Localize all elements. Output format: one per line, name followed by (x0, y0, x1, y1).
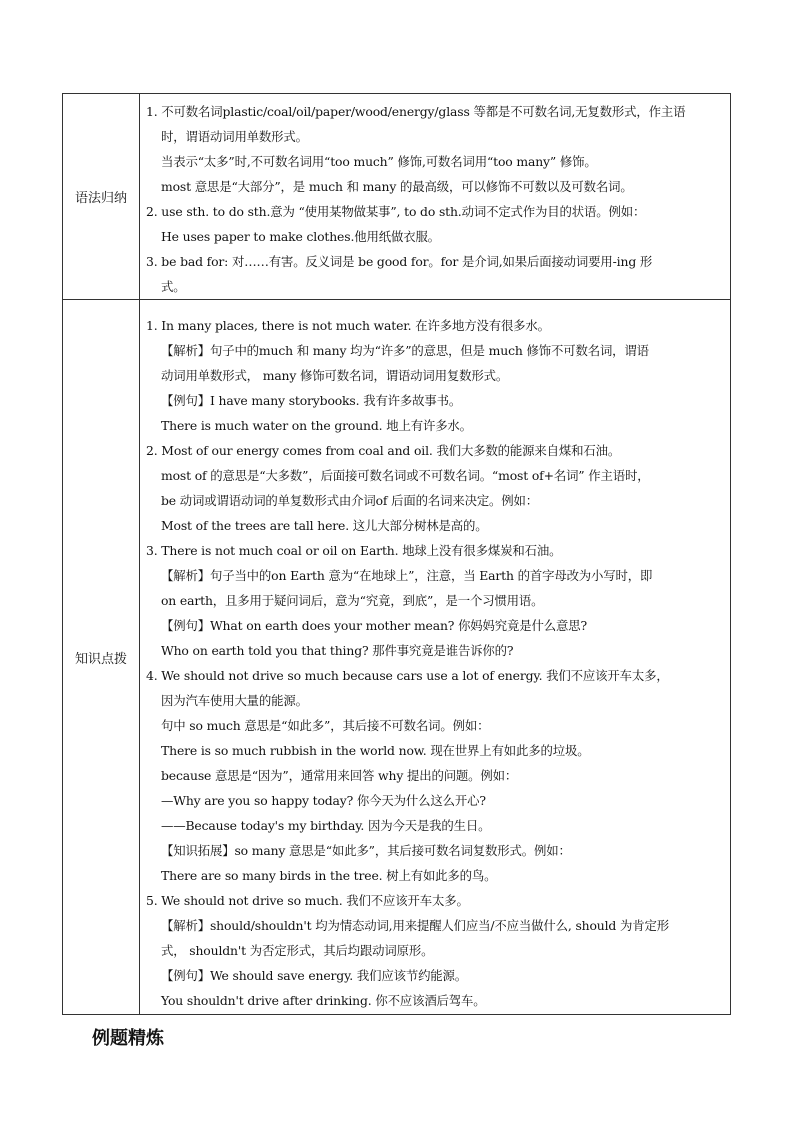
text-line: 当表示“太多”时,不可数名词用“too much” 修饰,可数名词用“too many” 修饰。 (161, 154, 597, 169)
row-label: 语法归纳 (63, 94, 140, 300)
text-line: 【例句】I have many storybooks. 我有许多故事书。 (161, 393, 462, 408)
text-line: 因为汽车使用大量的能源。 (161, 693, 308, 708)
table-row-knowledge (63, 300, 731, 1015)
text-line: 1. In many places, there is not much water. 在许多地方没有很多水。 (146, 318, 550, 333)
content-table (62, 93, 731, 1015)
text-line: There are so many birds in the tree. 树上有如此多的鸟。 (161, 868, 497, 883)
text-line: 式。 (161, 279, 186, 294)
text-line: 2. Most of our energy comes from coal and oil. 我们大多数的能源来自煤和石油。 (146, 443, 621, 458)
text-line: 1. 不可数名词plastic/coal/oil/paper/wood/energy/glass 等都是不可数名词,无复数形式，作主语 (146, 104, 686, 119)
row-content (140, 300, 731, 1015)
text-line: 句中 so much 意思是“如此多”，其后接不可数名词。例如： (161, 718, 490, 733)
text-line: 式， shouldn't 为否定形式，其后均跟动词原形。 (161, 943, 434, 958)
text-line: 4. We should not drive so much because cars use a lot of energy. 我们不应该开车太多， (146, 668, 669, 683)
text-line: 【解析】句子中的much 和 many 均为“许多”的意思，但是 much 修饰不可数名词，谓语 (161, 343, 649, 358)
text-line: 【例句】What on earth does your mother mean? 你妈妈究竟是什么意思? (161, 618, 587, 633)
row-label: 知识点拨 (63, 300, 140, 1015)
text-line: 【解析】should/shouldn't 均为情态动词,用来提醒人们应当/不应当做什么, should 为肯定形 (161, 918, 669, 933)
text-line: ——Because today's my birthday. 因为今天是我的生日。 (161, 818, 491, 833)
text-line: most 意思是“大部分”，是 much 和 many 的最高级，可以修饰不可数以及可数名词。 (161, 179, 633, 194)
text-line: There is much water on the ground. 地上有许多水。 (161, 418, 472, 433)
text-line: 3. There is not much coal or oil on Earth. 地球上没有很多煤炭和石油。 (146, 543, 562, 558)
text-line: Most of the trees are tall here. 这儿大部分树林是高的。 (161, 518, 488, 533)
section-heading: 例题精炼 (92, 1028, 164, 1049)
text-line: be 动词或谓语动词的单复数形式由介词of 后面的名词来决定。例如： (161, 493, 539, 508)
text-line: He uses paper to make clothes.他用纸做衣服。 (161, 229, 440, 244)
text-line: 5. We should not drive so much. 我们不应该开车太多。 (146, 893, 469, 908)
text-line: 动词用单数形式， many 修饰可数名词，谓语动词用复数形式。 (161, 368, 509, 383)
text-line: 3. be bad for: 对……有害。反义词是 be good for。for 是介词,如果后面接动词要用-ing 形 (146, 254, 653, 269)
text-line: 【例句】We should save energy. 我们应该节约能源。 (161, 968, 468, 983)
text-line: most of 的意思是“大多数”，后面接可数名词或不可数名词。“most of+名词” 作主语时， (161, 468, 650, 483)
text-line: You shouldn't drive after drinking. 你不应该酒后驾车。 (161, 993, 486, 1008)
text-line: 时，谓语动词用单数形式。 (161, 129, 308, 144)
text-line: 2. use sth. to do sth.意为 “使用某物做某事”, to do sth.动词不定式作为目的状语。例如： (146, 204, 646, 219)
text-line: 【解析】句子当中的on Earth 意为“在地球上”，注意，当 Earth 的首字母改为小写时，即 (161, 568, 653, 583)
text-line: 【知识拓展】so many 意思是“如此多”，其后接可数名词复数形式。例如： (161, 843, 571, 858)
text-line: because 意思是“因为”，通常用来回答 why 提出的问题。例如： (161, 768, 518, 783)
text-line: —Why are you so happy today? 你今天为什么这么开心? (161, 793, 486, 808)
text-line: on earth，且多用于疑问词后，意为“究竟，到底”，是一个习惯用语。 (161, 593, 544, 608)
text-line: Who on earth told you that thing? 那件事究竟是谁告诉你的? (161, 643, 514, 658)
row-content (140, 94, 731, 300)
text-line: There is so much rubbish in the world now. 现在世界上有如此多的垃圾。 (161, 743, 590, 758)
table-row-grammar (63, 94, 731, 300)
